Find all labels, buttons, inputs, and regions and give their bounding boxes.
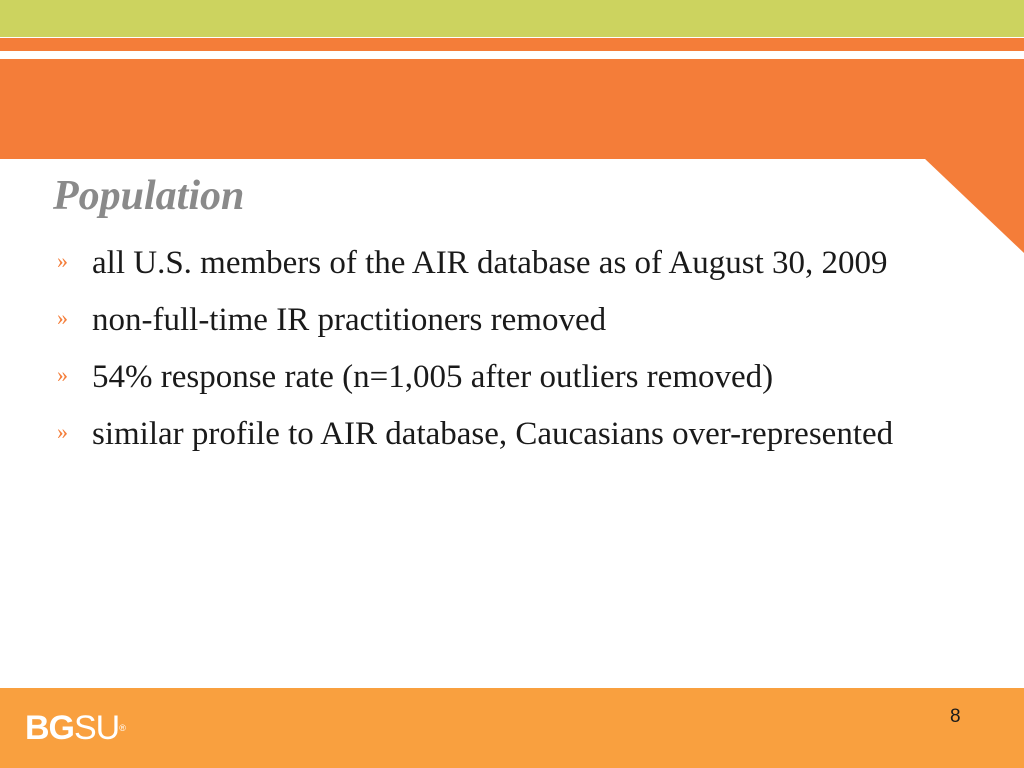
page-number: 8 (950, 706, 961, 727)
slide-title: Population (53, 173, 245, 219)
bullet-item (55, 354, 935, 400)
bullet-item (55, 240, 935, 286)
footer-band (0, 688, 1024, 768)
bullet-text: all U.S. members of the AIR database as of August 30, 2009 (92, 245, 888, 281)
bullet-marker-icon: » (57, 305, 68, 330)
header-corner-triangle (924, 158, 1024, 253)
bgsu-logo (25, 708, 126, 748)
logo-light-text: SU (74, 709, 120, 747)
logo-registered-mark: ® (119, 723, 126, 733)
bullet-marker-icon: » (57, 362, 68, 387)
bullet-marker-icon: » (57, 248, 68, 273)
header-orange-stripe (0, 38, 1024, 51)
header-orange-band (0, 59, 1024, 159)
bullet-text: 54% response rate (n=1,005 after outliers removed) (92, 359, 774, 395)
header-green-band (0, 0, 1024, 37)
bullet-item (55, 297, 935, 343)
bullet-marker-icon: » (57, 419, 68, 444)
bullet-item (55, 411, 935, 457)
bullet-list (55, 240, 935, 468)
bullet-text: non-full-time IR practitioners removed (92, 302, 607, 338)
bullet-text: similar profile to AIR database, Caucasians over-represented (92, 416, 894, 452)
logo-bold-text: BG (25, 709, 74, 747)
